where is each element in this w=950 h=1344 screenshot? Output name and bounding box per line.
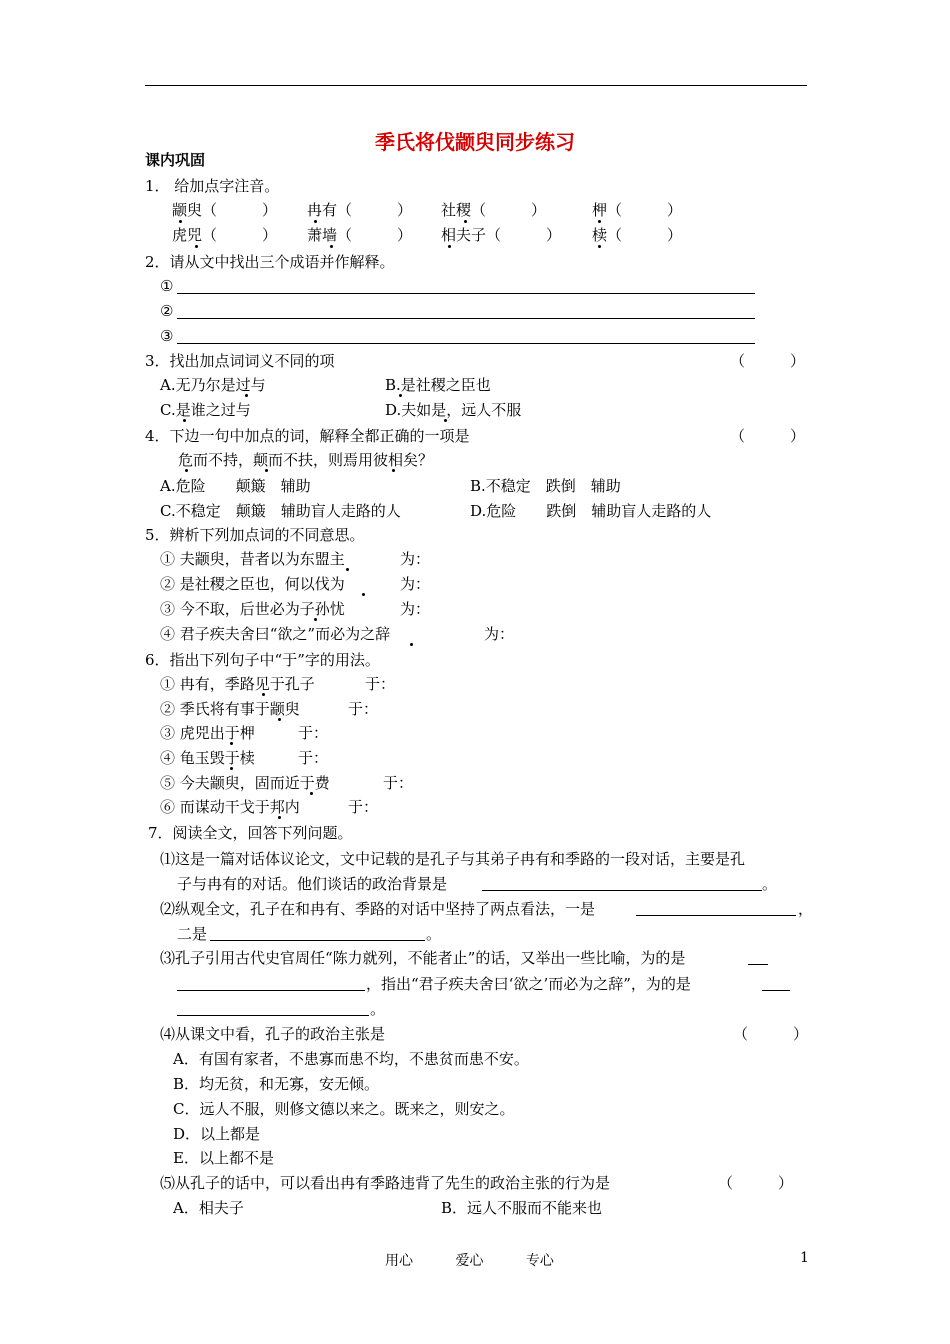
answer-line — [177, 990, 365, 991]
q7-part5-option-b: B．远人不服而不能来也 — [441, 1199, 603, 1217]
footer-word: 专心 — [525, 1253, 554, 1269]
emphasis-dot — [230, 742, 233, 745]
footer-word: 爱心 — [455, 1253, 484, 1269]
q7-part2-line2: 二是 — [177, 925, 208, 943]
q4-stem: 4．下边一句中加点的词，解释全都正确的一项是 — [145, 427, 470, 445]
emphasis-dot — [314, 618, 317, 621]
emphasis-dot — [230, 767, 233, 770]
q5-item: ① 夫颛臾，昔者以为东盟主 — [160, 550, 345, 568]
emphasis-dot — [179, 220, 182, 223]
answer-line — [210, 940, 425, 941]
q6-item: ② 季氏将有事于颛臾 — [160, 700, 300, 718]
q5-item: ② 是社稷之臣也，何以伐为 — [160, 575, 345, 593]
q6-item-answer: 于： — [348, 700, 379, 718]
q7-part4-option: C．远人不服，则修文德以来之。既来之，则安之。 — [173, 1100, 515, 1118]
answer-line — [636, 915, 796, 916]
q6-item: ⑥ 而谋动干戈于邦内 — [160, 798, 300, 816]
q4-option-d: D.危险 跌倒 辅助盲人走路的人 — [470, 502, 712, 520]
q3-option-a: A.无乃尔是过与 — [160, 376, 266, 394]
answer-line — [177, 318, 755, 319]
q2-mark: ① — [160, 277, 174, 295]
answer-line — [482, 890, 762, 891]
q7-part4-option: B．均无贫，和无寡，安无倾。 — [173, 1075, 380, 1093]
emphasis-dot — [448, 245, 451, 248]
q3-stem: 3．找出加点词词义不同的项 — [145, 352, 335, 370]
emphasis-dot — [399, 394, 402, 397]
q2-mark: ② — [160, 302, 174, 320]
q7-part2-line1: ⑵纵观全文，孔子在和冉有、季路的对话中坚持了两点看法，一是 — [160, 900, 596, 918]
answer-line — [748, 964, 768, 965]
q7-part1-end: 。 — [762, 875, 778, 893]
q2-mark: ③ — [160, 327, 174, 345]
q7-part4-option: D．以上都是 — [173, 1125, 261, 1143]
q7-part5-paren: （ ） — [718, 1174, 794, 1192]
q6-item-answer: 于： — [383, 774, 414, 792]
q7-part4: ⑷从课文中看，孔子的政治主张是 — [160, 1025, 386, 1043]
q5-item-answer: 为： — [400, 575, 431, 593]
emphasis-dot — [245, 394, 248, 397]
q5-item: ③ 今不取，后世必为子孙忧 — [160, 600, 345, 618]
emphasis-dot — [185, 469, 188, 472]
q1-item: 冉有（ ） — [307, 201, 413, 219]
page-title: 季氏将伐颛臾同步练习 — [375, 130, 575, 154]
q4-option-a: A.危险 颠簸 辅助 — [160, 477, 311, 495]
q3-option-b: B.是社稷之臣也 — [385, 376, 491, 394]
q6-item: ④ 龟玉毁于椟 — [160, 749, 255, 767]
q5-item: ④ 君子疾夫舍曰“欲之”而必为之辞 — [160, 625, 391, 643]
q4-sentence: 危而不持，颠而不扶，则焉用彼相矣？ — [178, 451, 434, 469]
q1-item: 萧墙（ ） — [307, 226, 413, 244]
q7-part2-comma: ， — [798, 900, 814, 918]
q1-item: 颛臾（ ） — [172, 201, 278, 219]
q3-option-c: C.是谁之过与 — [160, 401, 251, 419]
emphasis-dot — [330, 245, 333, 248]
emphasis-dot — [278, 718, 281, 721]
q7-part1-line2: 子与冉有的对话。他们谈话的政治背景是 — [177, 875, 448, 893]
q6-item-answer: 于： — [365, 675, 396, 693]
q5-item-answer: 为： — [400, 600, 431, 618]
q6-item-answer: 于： — [298, 724, 329, 742]
emphasis-dot — [444, 419, 447, 422]
q1-item: 社稷（ ） — [441, 201, 547, 219]
answer-line — [177, 343, 755, 344]
emphasis-dot — [262, 693, 265, 696]
q5-stem: 5．辨析下列加点词的不同意思。 — [145, 526, 365, 544]
q7-stem: 7．阅读全文，回答下列问题。 — [148, 824, 353, 842]
emphasis-dot — [464, 220, 467, 223]
emphasis-dot — [362, 593, 365, 596]
q4-option-c: C.不稳定 颠簸 辅助盲人走路的人 — [160, 502, 401, 520]
emphasis-dot — [278, 816, 281, 819]
q7-part3-end: 。 — [370, 1000, 386, 1018]
q3-option-d: D.夫如是，远人不服 — [385, 401, 522, 419]
q6-item: ⑤ 今夫颛臾，固而近于费 — [160, 774, 330, 792]
page-number: 1 — [800, 1250, 809, 1266]
section-heading: 课内巩固 — [145, 151, 206, 169]
q1-item: 柙（ ） — [592, 201, 683, 219]
emphasis-dot — [310, 792, 313, 795]
q7-part2-end: 。 — [426, 925, 442, 943]
q7-part5: ⑸从孔子的话中，可以看出冉有季路违背了先生的政治主张的行为是 — [160, 1174, 611, 1192]
footer-motto — [385, 1250, 592, 1270]
q5-item-answer: 为： — [484, 625, 515, 643]
q4-answer-paren: （ ） — [730, 427, 806, 445]
q1-item: 虎兕（ ） — [172, 226, 278, 244]
emphasis-dot — [598, 245, 601, 248]
q2-stem: 2．请从文中找出三个成语并作解释。 — [145, 253, 395, 271]
q7-part4-paren: （ ） — [733, 1025, 809, 1043]
emphasis-dot — [598, 220, 601, 223]
emphasis-dot — [314, 220, 317, 223]
answer-line — [177, 293, 755, 294]
q4-option-b: B.不稳定 跌倒 辅助 — [470, 477, 621, 495]
emphasis-dot — [265, 469, 268, 472]
emphasis-dot — [346, 568, 349, 571]
q6-item-answer: 于： — [348, 798, 379, 816]
q7-part4-option: E．以上都不是 — [173, 1149, 274, 1167]
emphasis-dot — [410, 643, 413, 646]
answer-line — [762, 990, 790, 991]
q7-part5-option-a: A．相夫子 — [173, 1199, 244, 1217]
header-rule — [145, 85, 807, 86]
emphasis-dot — [183, 419, 186, 422]
emphasis-dot — [392, 469, 395, 472]
q6-stem: 6．指出下列句子中“于”字的用法。 — [145, 651, 380, 669]
q7-part3-line1: ⑶孔子引用古代史官周任“陈力就列，不能者止”的话，又举出一些比喻，为的是 — [160, 949, 686, 967]
q7-part1-line1: ⑴这是一篇对话体议论文，文中记载的是孔子与其弟子冉有和季路的一段对话，主要是孔 — [160, 850, 746, 868]
q1-stem: 1． 给加点字注音。 — [145, 177, 280, 195]
q5-item-answer: 为： — [400, 550, 431, 568]
footer-word: 用心 — [385, 1253, 413, 1269]
q6-item-answer: 于： — [298, 749, 329, 767]
q3-answer-paren: （ ） — [730, 352, 806, 370]
q6-item: ① 冉有，季路见于孔子 — [160, 675, 315, 693]
answer-line — [177, 1015, 369, 1016]
q7-part3-line2: ，指出“君子疾夫舍曰‘欲之’而必为之辞”，为的是 — [366, 975, 691, 993]
q6-item: ③ 虎兕出于柙 — [160, 724, 255, 742]
emphasis-dot — [195, 245, 198, 248]
q7-part4-option: A．有国有家者，不患寡而患不均，不患贫而患不安。 — [173, 1050, 529, 1068]
q1-item: 相夫子（ ） — [441, 226, 562, 244]
q1-item: 椟（ ） — [592, 226, 683, 244]
